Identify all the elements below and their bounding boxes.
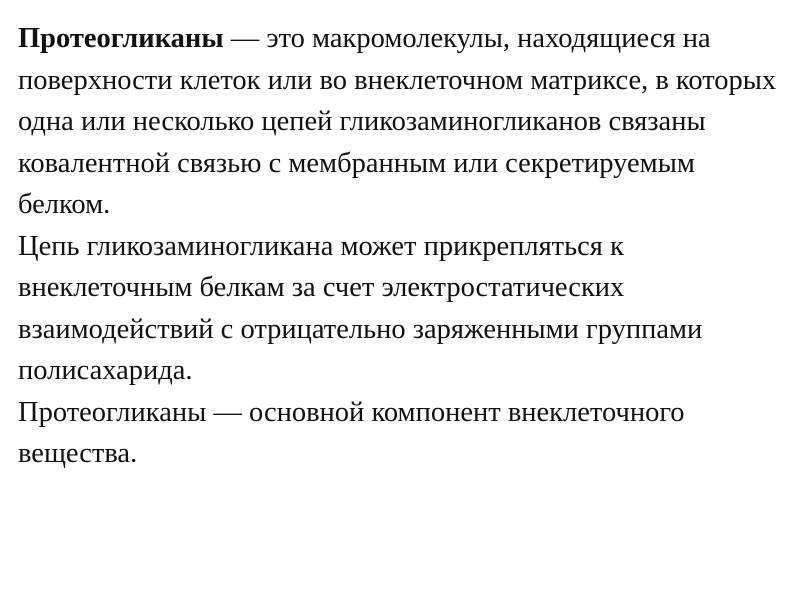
paragraph-main-component: Протеогликаны — основной компонент внеклеточного вещества. [18,396,685,469]
paragraph-gag-attachment: Цепь гликозаминогликана может прикрепляться к внеклеточным белкам за счет электростатических взаимодействий с отрицательно заряженными группами полисахарида. [18,230,703,386]
paragraph-definition [18,18,788,226]
slide-text-block [18,18,788,475]
term-proteoglycans: Протеогликаны [18,23,224,54]
definition-text: — это макромолекулы, находящиеся на поверхности клеток или во внеклеточном матриксе, в которых одна или несколько цепей гликозаминогликанов связаны ковалентной связью с мембранным или секретируемым белком. [18,23,777,220]
